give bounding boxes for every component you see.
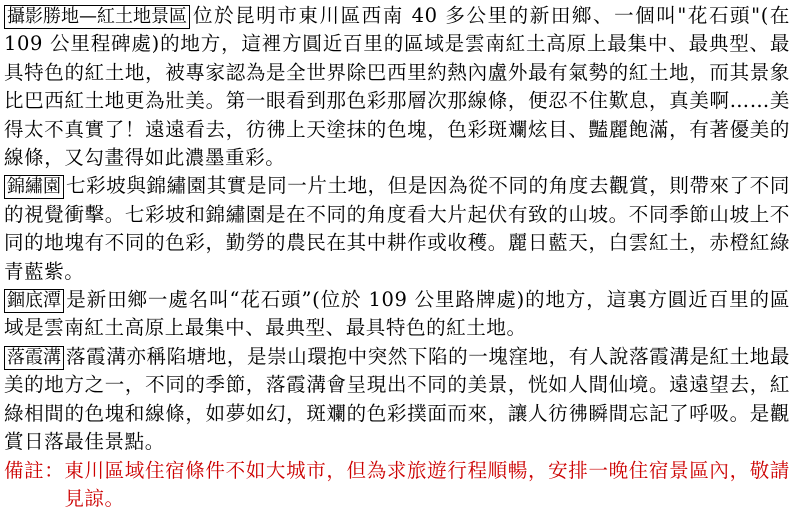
section-tag-jinxiu-garden: 錦繡園 xyxy=(4,175,64,199)
document-body xyxy=(4,2,790,513)
remark-text: 東川區域住宿條件不如大城市，但為求旅遊行程順暢，安排一晚住宿景區內，敬請見諒。 xyxy=(64,458,790,510)
section-tag-gudi-pool: 錮底潭 xyxy=(4,289,64,313)
paragraph-gudi-pool xyxy=(4,286,790,343)
paragraph-text: 七彩坡與錦繡園其實是同一片土地，但是因為從不同的角度去觀賞，則帶來了不同的視覺衝擊。七彩坡和錦繡園是在不同的角度看大片起伏有致的山坡。不同季節山坡上不同的地塊有不同的色彩，勤勞的農民在其中耕作或收穫。麗日藍天，白雲紅土，赤橙紅綠青藍紫。 xyxy=(4,174,790,283)
section-tag-luoxia-gully: 落霞溝 xyxy=(4,346,64,370)
paragraph-text: 是新田鄉一處名叫“花石頭”(位於 109 公里路牌處)的地方，這裏方圓近百里的區域是雲南紅土高原上最集中、最典型、最具特色的紅土地。 xyxy=(4,288,790,340)
section-tag-red-land-scenic-area: 攝影勝地—紅土地景區 xyxy=(4,5,190,29)
remark-label: 備註： xyxy=(4,458,65,482)
paragraph-jinxiu-garden xyxy=(4,172,790,286)
paragraph-text: 落霞溝亦稱陷塘地，是崇山環抱中突然下陷的一塊窪地，有人說落霞溝是紅土地最美的地方之一，不同的季節，落霞溝會呈現出不同的美景，恍如人間仙境。遠遠望去，紅綠相間的色塊和線條，如夢如幻，斑斕的色彩撲面而來，讓人彷彿瞬間忘記了呼吸。是觀賞日落最佳景點。 xyxy=(4,344,790,454)
paragraph-text: 位於昆明市東川區西南 40 多公里的新田鄉、一個叫"花石頭"(在 109 公里程碑處)的地方，這裡方圓近百里的區域是雲南紅土高原上最集中、最典型、最具特色的紅土地，被專家認為是全世界除巴西里約熱內盧外最有氣勢的紅土地，而其景象比巴西紅土地更為壯美。第一眼看到那色彩那層次那線條，便忍不住歎息，真美啊……美得太不真實了！遠遠看去，彷彿上天塗抹的色塊，色彩斑斕炫目、豔麗飽滿，有著優美的線條，又勾畫得如此濃墨重彩。 xyxy=(4,4,790,170)
remark-note xyxy=(4,457,790,514)
paragraph-luoxia-gully xyxy=(4,343,790,457)
paragraph-red-land-scenic-area xyxy=(4,2,790,172)
